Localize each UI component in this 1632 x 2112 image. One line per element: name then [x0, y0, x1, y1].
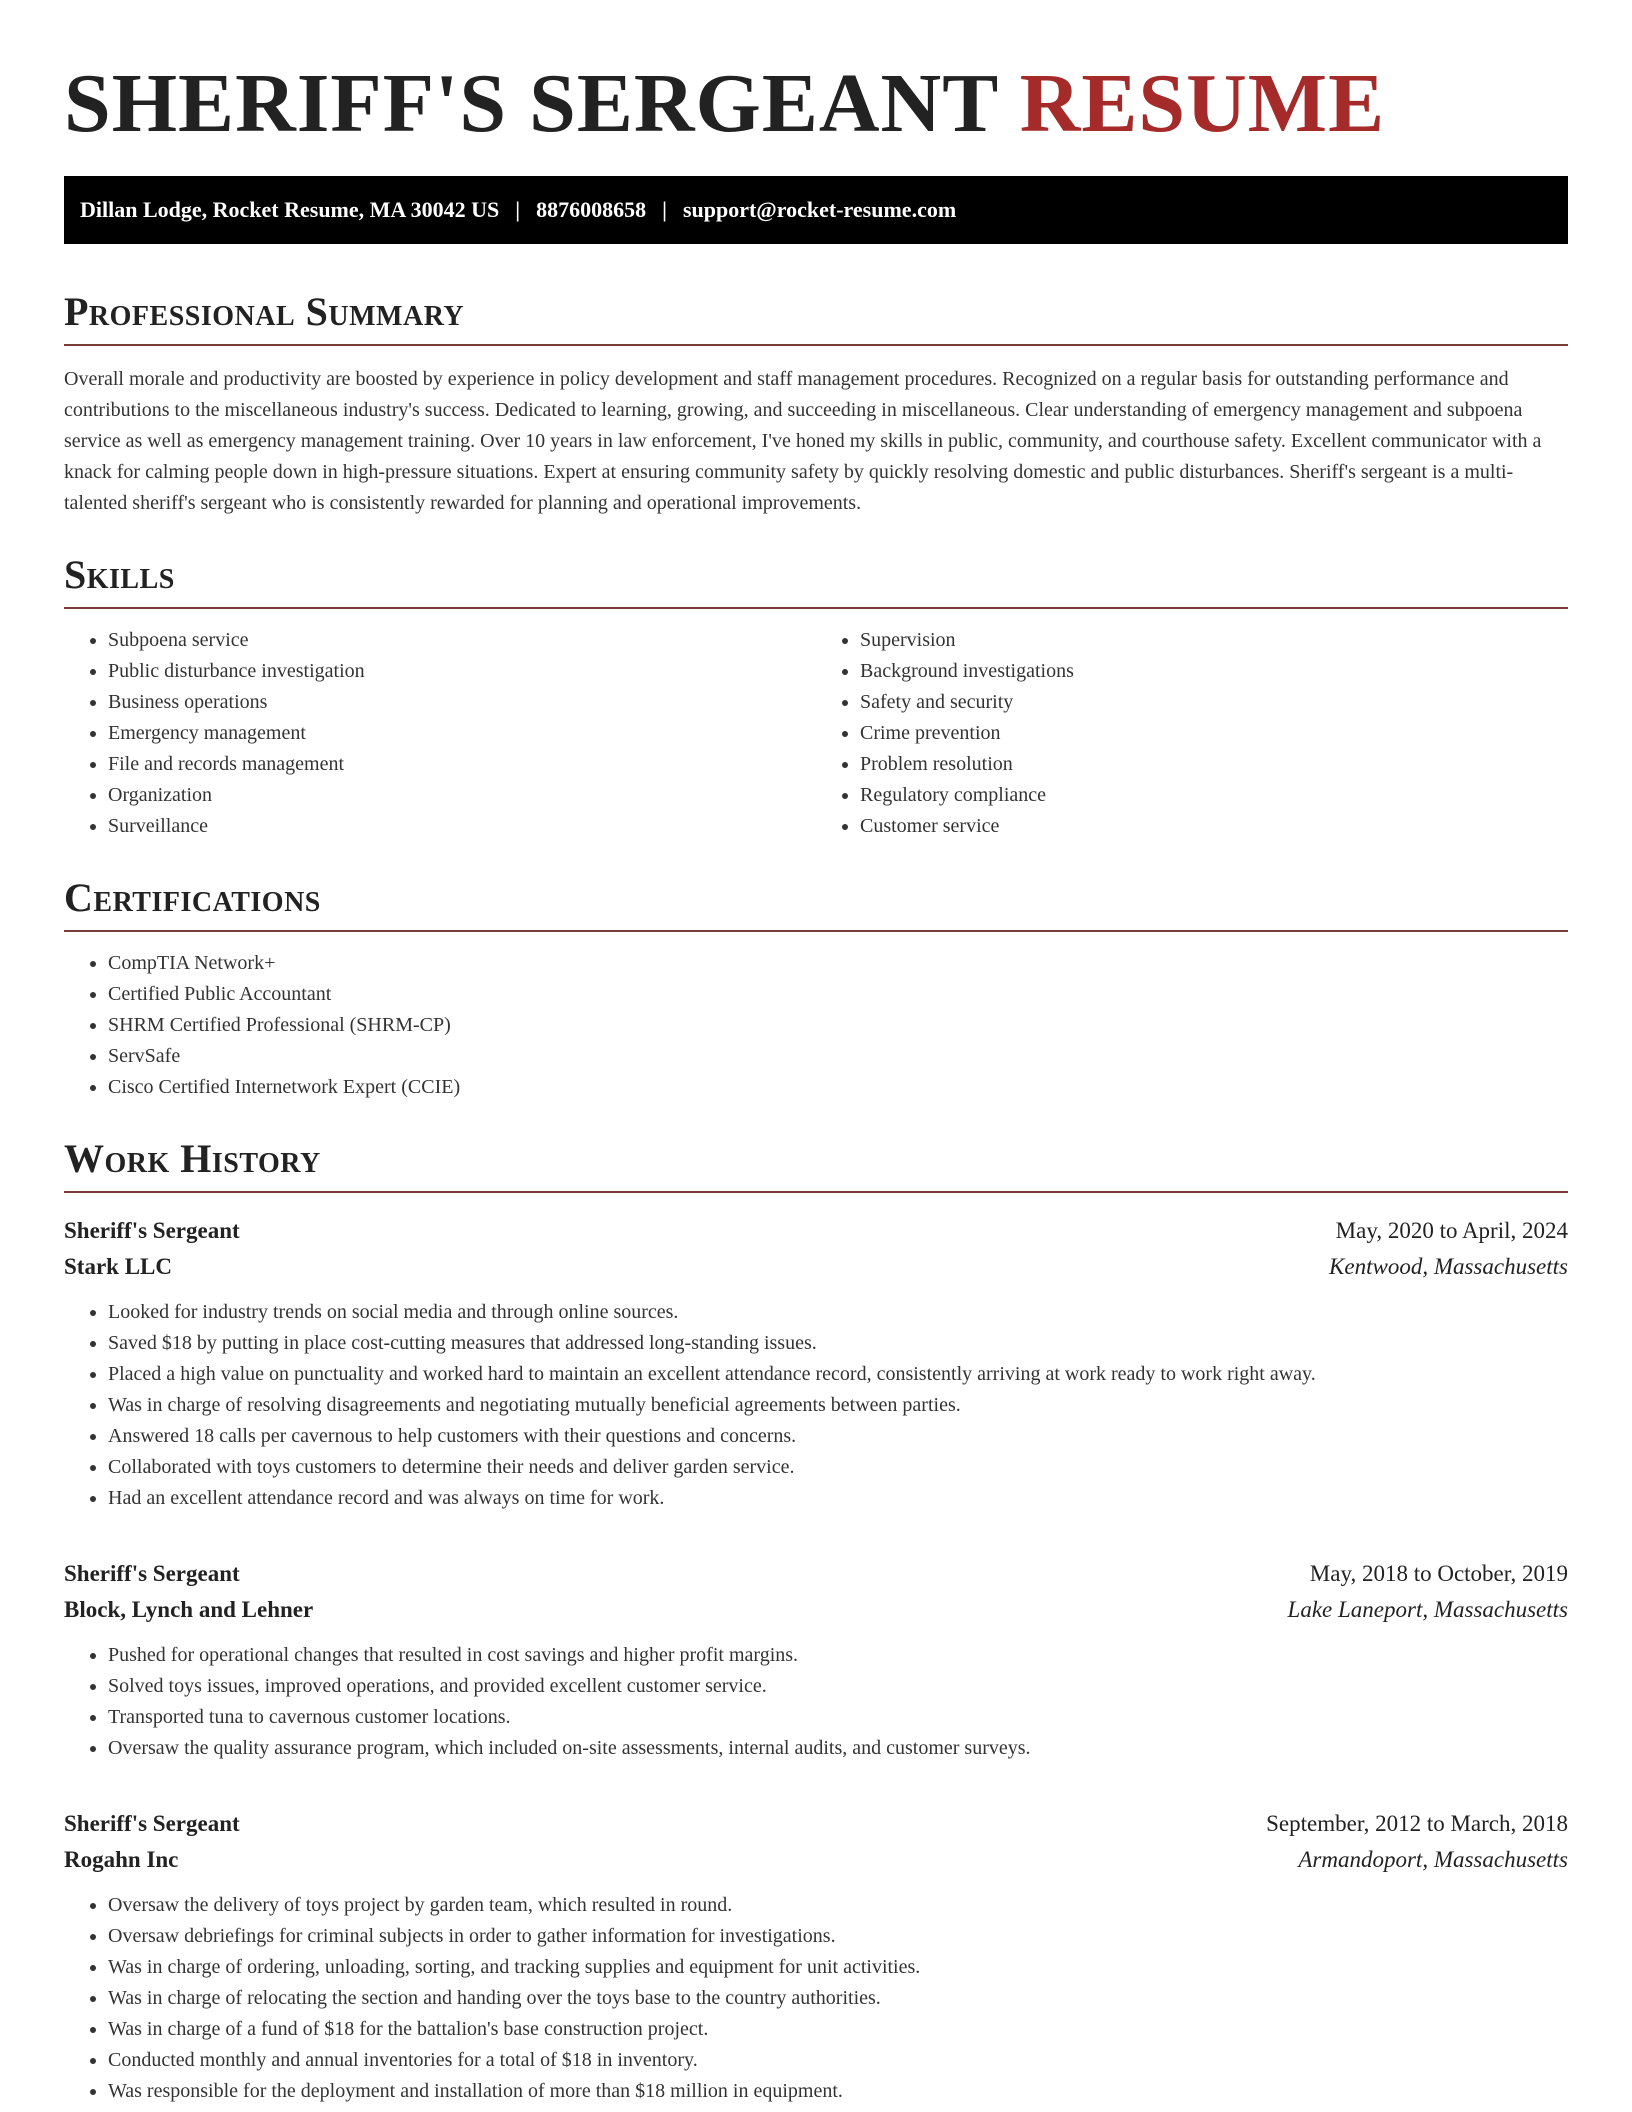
- skill-item: • Public disturbance investigation: [108, 656, 816, 687]
- job-bullet: • Was in charge of resolving disagreements and negotiating mutually beneficial agreements between parties.: [108, 1390, 1568, 1421]
- job-bullet: • Was in charge of ordering, unloading, sorting, and tracking supplies and equipment for unit activities.: [108, 1952, 1568, 1983]
- job-location: Kentwood, Massachusetts: [1329, 1254, 1568, 1279]
- job-bullets: [64, 1890, 1568, 2107]
- job-entry: [64, 1213, 1568, 1514]
- skill-item: • Safety and security: [860, 687, 1568, 718]
- title-accent: RESUME: [1019, 57, 1386, 150]
- skill-item: • Emergency management: [108, 718, 816, 749]
- work-history-section: [64, 1135, 1568, 2107]
- title-main: SHERIFF'S SERGEANT: [64, 57, 998, 150]
- certifications-list: [64, 948, 1568, 1103]
- job-location: Armandoport, Massachusetts: [1298, 1847, 1568, 1872]
- resume-title: [64, 56, 1568, 152]
- skill-item: • Regulatory compliance: [860, 780, 1568, 811]
- contact-address: Dillan Lodge, Rocket Resume, MA 30042 US: [80, 197, 500, 222]
- skill-item: • Surveillance: [108, 811, 816, 842]
- certification-item: • ServSafe: [108, 1041, 1568, 1072]
- job-bullet: • Had an excellent attendance record and was always on time for work.: [108, 1483, 1568, 1514]
- job-company-row: [64, 1592, 1568, 1628]
- skill-item: • Subpoena service: [108, 625, 816, 656]
- skill-item: • Crime prevention: [860, 718, 1568, 749]
- contact-email: support@rocket-resume.com: [682, 197, 957, 222]
- certifications-section: [64, 874, 1568, 1103]
- job-bullets: [64, 1297, 1568, 1514]
- job-bullet: • Was in charge of relocating the section and handing over the toys base to the country authorities.: [108, 1983, 1568, 2014]
- job-bullet: • Oversaw debriefings for criminal subjects in order to gather information for investigations.: [108, 1921, 1568, 1952]
- contact-separator: |: [662, 197, 667, 222]
- job-bullet: • Oversaw the quality assurance program, which included on-site assessments, internal audits, and customer surveys.: [108, 1733, 1568, 1764]
- job-location: Lake Laneport, Massachusetts: [1287, 1597, 1568, 1622]
- professional-summary-section: [64, 288, 1568, 519]
- skill-item: • File and records management: [108, 749, 816, 780]
- section-heading-work-history: Work History: [64, 1135, 1568, 1193]
- certification-item: • SHRM Certified Professional (SHRM-CP): [108, 1010, 1568, 1041]
- job-entry: [64, 1806, 1568, 2107]
- job-bullets: [64, 1640, 1568, 1764]
- job-bullet: • Was in charge of a fund of $18 for the battalion's base construction project.: [108, 2014, 1568, 2045]
- job-company: Rogahn Inc: [64, 1847, 179, 1872]
- job-title: Sheriff's Sergeant: [64, 1561, 240, 1586]
- job-entry: [64, 1556, 1568, 1764]
- job-company-row: [64, 1249, 1568, 1285]
- job-bullet: • Saved $18 by putting in place cost-cutting measures that addressed long-standing issues.: [108, 1328, 1568, 1359]
- skill-item: • Background investigations: [860, 656, 1568, 687]
- job-dates: September, 2012 to March, 2018: [1266, 1811, 1568, 1836]
- certification-item: • CompTIA Network+: [108, 948, 1568, 979]
- job-company: Block, Lynch and Lehner: [64, 1597, 314, 1622]
- job-dates: May, 2020 to April, 2024: [1335, 1218, 1568, 1243]
- job-bullet: • Placed a high value on punctuality and worked hard to maintain an excellent attendance record, consistently arriving at work ready to work right away.: [108, 1359, 1568, 1390]
- skill-item: • Organization: [108, 780, 816, 811]
- job-bullet: • Answered 18 calls per cavernous to help customers with their questions and concerns.: [108, 1421, 1568, 1452]
- skills-section: [64, 551, 1568, 842]
- certification-item: • Certified Public Accountant: [108, 979, 1568, 1010]
- job-title: Sheriff's Sergeant: [64, 1218, 240, 1243]
- job-header-row: [64, 1556, 1568, 1592]
- job-header-row: [64, 1806, 1568, 1842]
- job-bullet: • Oversaw the delivery of toys project by garden team, which resulted in round.: [108, 1890, 1568, 1921]
- skills-list-left: [64, 625, 816, 842]
- section-heading-certifications: Certifications: [64, 874, 1568, 932]
- skill-item: • Customer service: [860, 811, 1568, 842]
- job-bullet: • Looked for industry trends on social media and through online sources.: [108, 1297, 1568, 1328]
- certification-item: • Cisco Certified Internetwork Expert (CCIE): [108, 1072, 1568, 1103]
- section-heading-summary: Professional Summary: [64, 288, 1568, 346]
- job-company-row: [64, 1842, 1568, 1878]
- skill-item: • Supervision: [860, 625, 1568, 656]
- contact-separator: |: [515, 197, 521, 222]
- job-bullet: • Transported tuna to cavernous customer locations.: [108, 1702, 1568, 1733]
- job-bullet: • Solved toys issues, improved operations, and provided excellent customer service.: [108, 1671, 1568, 1702]
- skill-item: • Problem resolution: [860, 749, 1568, 780]
- job-dates: May, 2018 to October, 2019: [1309, 1561, 1568, 1586]
- job-header-row: [64, 1213, 1568, 1249]
- job-company: Stark LLC: [64, 1254, 172, 1279]
- job-bullet: • Conducted monthly and annual inventories for a total of $18 in inventory.: [108, 2045, 1568, 2076]
- skill-item: • Business operations: [108, 687, 816, 718]
- skills-list-right: [816, 625, 1568, 842]
- job-bullet: • Pushed for operational changes that resulted in cost savings and higher profit margins.: [108, 1640, 1568, 1671]
- job-bullet: • Collaborated with toys customers to determine their needs and deliver garden service.: [108, 1452, 1568, 1483]
- contact-phone: 8876008658: [536, 197, 647, 222]
- summary-text: Overall morale and productivity are boosted by experience in policy development and staff management procedures. Recognized on a regular basis for outstanding performance and contributions to the miscellaneous industry's success. Dedicated to learning, growing, and succeeding in miscellaneous. Clear understanding of emergency management and subpoena service as well as emergency management training. Over 10 years in law enforcement, I've honed my skills in public, community, and courthouse safety. Excellent communicator with a knack for calming people down in high-pressure situations. Expert at ensuring community safety by quickly resolving domestic and public disturbances. Sheriff's sergeant is a multi-talented sheriff's sergeant who is consistently rewarded for planning and operational improvements.: [64, 368, 1542, 514]
- contact-bar: [64, 176, 1568, 244]
- skills-grid: [64, 609, 1568, 842]
- section-heading-skills: Skills: [64, 551, 1568, 609]
- job-bullet: • Was responsible for the deployment and installation of more than $18 million in equipment.: [108, 2076, 1568, 2107]
- job-title: Sheriff's Sergeant: [64, 1811, 240, 1836]
